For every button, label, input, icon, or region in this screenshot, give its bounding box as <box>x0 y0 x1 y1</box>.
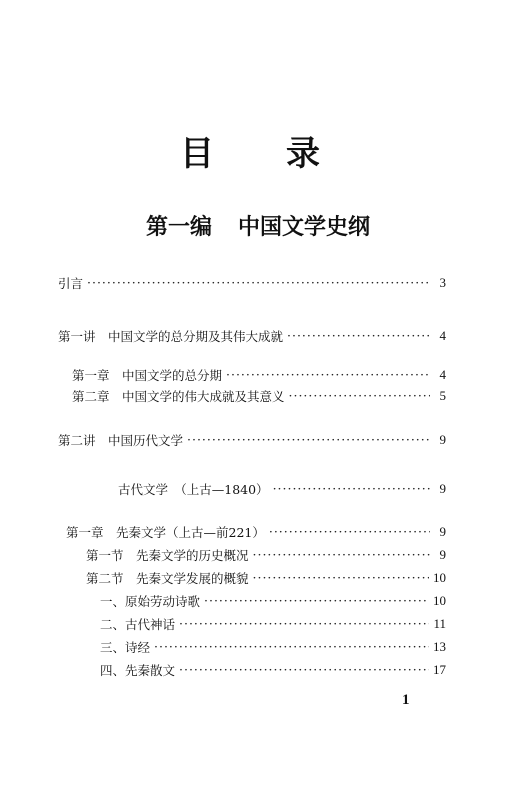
toc-entry-chapter-pre-qin[interactable] <box>66 523 446 541</box>
toc-entry-intro[interactable] <box>58 274 446 292</box>
toc-page-number: 5 <box>439 388 446 403</box>
toc-label: 第一章 中国文学的总分期 <box>72 368 223 383</box>
toc-page-number: 11 <box>433 616 446 631</box>
toc-page-number: 9 <box>439 524 446 539</box>
toc-page-number: 10 <box>433 570 446 585</box>
title-char-2: 录 <box>286 134 320 174</box>
toc-label: 三、诗经 <box>100 640 151 655</box>
toc-page-number: 4 <box>439 367 446 382</box>
toc-label: 一、原始劳动诗歌 <box>100 594 201 609</box>
part-heading <box>146 210 370 241</box>
toc-label: 二、古代神话 <box>100 617 176 632</box>
toc-entry-l1-chapter-1[interactable] <box>72 366 446 384</box>
toc-page-number: 9 <box>439 547 446 562</box>
toc-entry-item-3[interactable] <box>100 638 446 656</box>
toc-label: 四、先秦散文 <box>100 663 176 678</box>
toc-label: 第二章 中国文学的伟大成就及其意义 <box>72 389 285 404</box>
title-char-1: 目 <box>180 134 214 174</box>
toc-label: 第二讲 中国历代文学 <box>58 433 184 448</box>
toc-label: 第一节 先秦文学的历史概况 <box>86 548 249 563</box>
toc-label: 第一讲 中国文学的总分期及其伟大成就 <box>58 329 284 344</box>
toc-page-number: 13 <box>433 639 446 654</box>
toc-entry-ancient-literature[interactable] <box>118 480 446 498</box>
toc-label: 引言 <box>58 276 84 291</box>
part-name: 中国文学史纲 <box>238 214 371 240</box>
toc-page-number: 17 <box>433 662 446 677</box>
toc-leader <box>179 661 429 679</box>
toc-leader <box>287 327 430 345</box>
toc-page-number: 10 <box>433 593 446 608</box>
toc-leader <box>273 480 430 498</box>
toc-entry-l1-chapter-2[interactable] <box>72 387 446 405</box>
toc-leader <box>87 274 430 292</box>
toc-label: 古代文学 （上古—1840） <box>118 482 269 497</box>
toc-label: 第二节 先秦文学发展的概貌 <box>86 571 249 586</box>
toc-leader <box>269 523 430 541</box>
toc-entry-section-2[interactable] <box>86 569 446 587</box>
toc-leader <box>289 387 430 405</box>
toc-leader <box>253 569 429 587</box>
toc-leader <box>204 592 429 610</box>
toc-page-number: 9 <box>439 481 446 496</box>
toc-entry-lecture-2[interactable] <box>58 431 446 449</box>
toc-entry-lecture-1[interactable] <box>58 327 446 345</box>
toc-leader <box>226 366 430 384</box>
toc-page-number: 4 <box>439 328 446 343</box>
page-title <box>180 126 320 174</box>
toc-leader <box>187 431 430 449</box>
toc-leader <box>253 546 430 564</box>
page-number: 1 <box>402 692 410 708</box>
toc-page-number: 9 <box>439 432 446 447</box>
toc-entry-item-4[interactable] <box>100 661 446 679</box>
toc-page-number: 3 <box>439 275 446 290</box>
toc-label: 第一章 先秦文学（上古—前221） <box>66 525 265 540</box>
toc-entry-item-2[interactable] <box>100 615 446 633</box>
part-label: 第一编 <box>146 214 213 240</box>
toc-leader <box>154 638 429 656</box>
toc-leader <box>179 615 429 633</box>
toc-entry-section-1[interactable] <box>86 546 446 564</box>
toc-entry-item-1[interactable] <box>100 592 446 610</box>
